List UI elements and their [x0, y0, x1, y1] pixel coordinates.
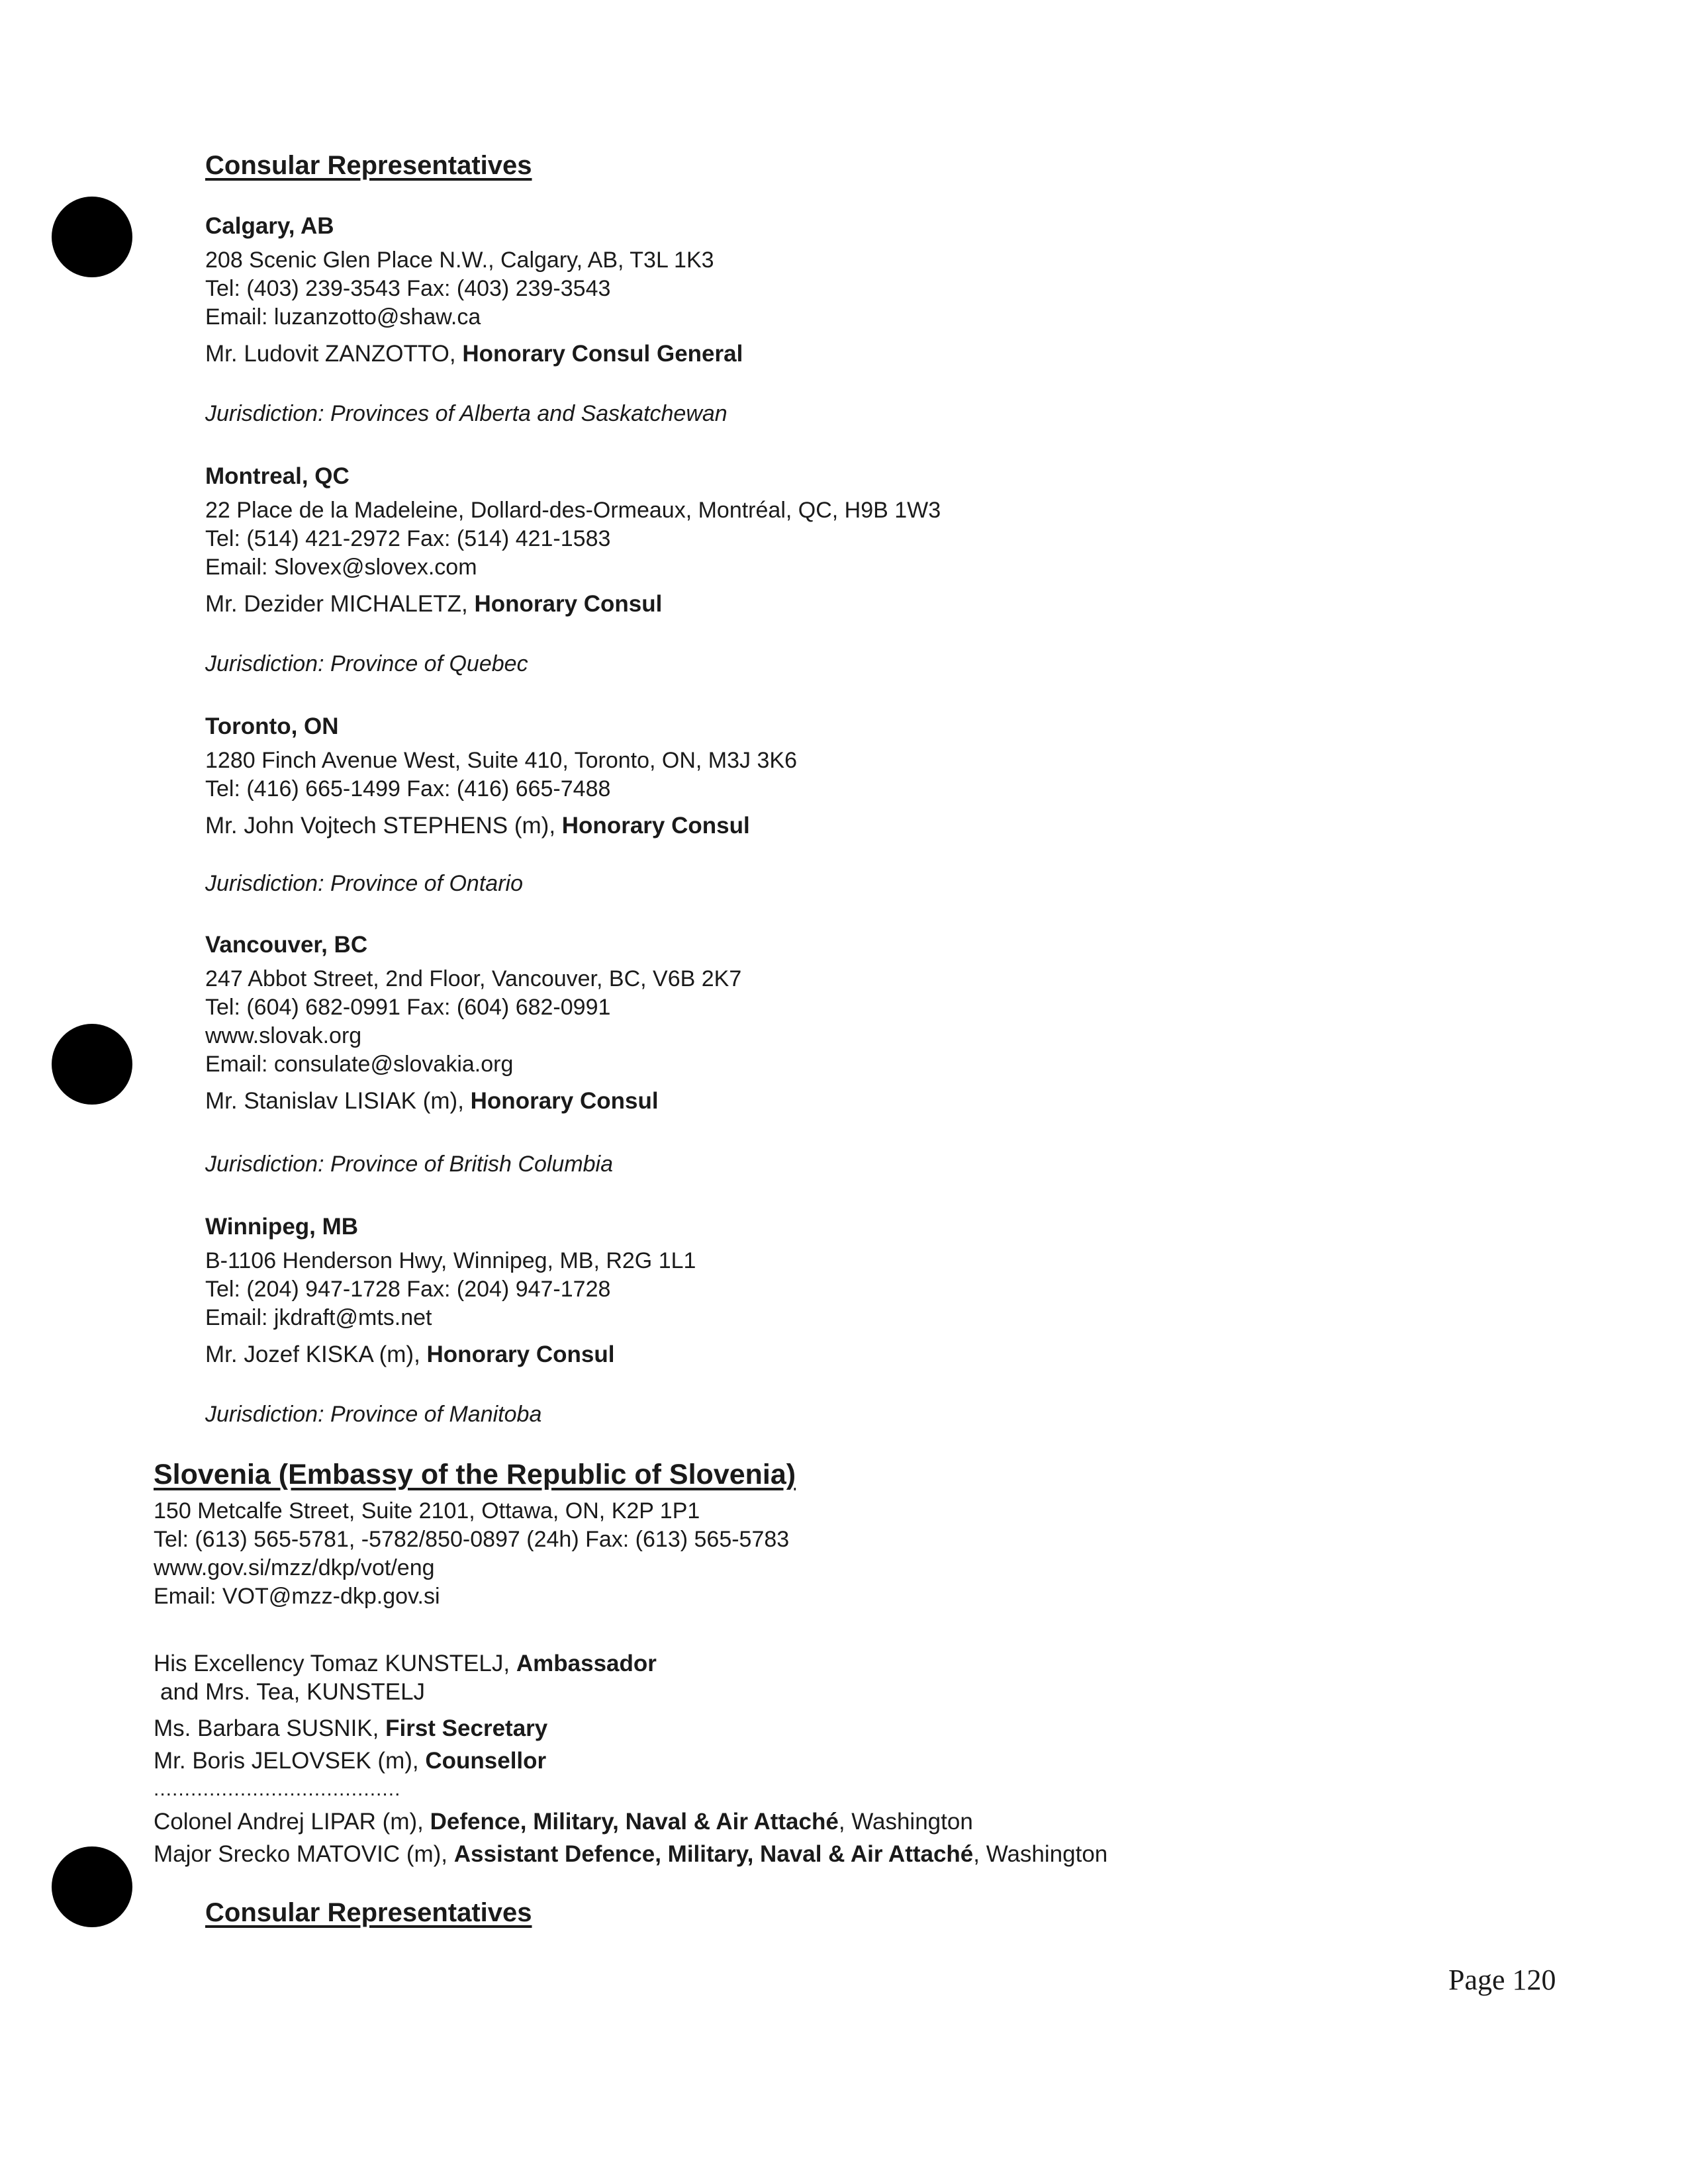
person-name: Mr. Stanislav LISIAK (m),: [205, 1088, 471, 1114]
montreal-jurisdiction: Jurisdiction: Province of Quebec: [205, 651, 528, 676]
person-name: Major Srecko MATOVIC (m),: [154, 1841, 454, 1867]
dotted-separator: ........................................: [154, 1778, 401, 1800]
slovenia-staff: [154, 1649, 1544, 1868]
website-line: www.slovak.org: [205, 1023, 362, 1048]
consul-person: [205, 340, 1529, 368]
address-line: 150 Metcalfe Street, Suite 2101, Ottawa, ON, K2P 1P1: [154, 1498, 700, 1524]
person-name: Mr. Boris JELOVSEK (m),: [154, 1748, 426, 1774]
website-line: www.gov.si/mzz/dkp/vot/eng: [154, 1555, 435, 1580]
calgary-entry: [205, 213, 1529, 368]
attache: [154, 1807, 1544, 1836]
person-name: Ms. Barbara SUSNIK,: [154, 1715, 386, 1741]
spouse: and Mrs. Tea, KUNSTELJ: [160, 1679, 426, 1705]
slovenia-contact: [154, 1497, 1544, 1611]
person-name: Mr. Ludovit ZANZOTTO,: [205, 341, 463, 367]
person-title: Honorary Consul: [561, 813, 750, 839]
address-line: 208 Scenic Glen Place N.W., Calgary, AB, T3L 1K3: [205, 248, 714, 273]
winnipeg-jurisdiction: Jurisdiction: Province of Manitoba: [205, 1402, 542, 1427]
binder-hole-top: [52, 197, 132, 277]
phone-line: Tel: (604) 682-0991 Fax: (604) 682-0991: [205, 995, 611, 1020]
person-title: Honorary Consul General: [462, 341, 743, 367]
phone-line: Tel: (204) 947-1728 Fax: (204) 947-1728: [205, 1277, 611, 1302]
page-number: Page 120: [1448, 1964, 1556, 1996]
person-name: Mr. Dezider MICHALETZ,: [205, 591, 475, 617]
staff-member: [154, 1747, 1544, 1775]
attache-location: , Washington: [838, 1809, 973, 1835]
consul-person: [205, 590, 1529, 618]
address-line: 1280 Finch Avenue West, Suite 410, Toronto, ON, M3J 3K6: [205, 748, 797, 773]
consular-representatives-heading-2: Consular Representatives: [205, 1898, 532, 1927]
person-name: Colonel Andrej LIPAR (m),: [154, 1809, 430, 1835]
person-title: Defence, Military, Naval & Air Attaché: [430, 1809, 839, 1835]
address-line: 247 Abbot Street, 2nd Floor, Vancouver, BC, V6B 2K7: [205, 966, 742, 991]
address-line: B-1106 Henderson Hwy, Winnipeg, MB, R2G 1L1: [205, 1248, 696, 1273]
consul-person: [205, 811, 1529, 840]
vancouver-jurisdiction: Jurisdiction: Province of British Columbia: [205, 1152, 614, 1177]
montreal-entry: [205, 463, 1529, 618]
city-name: Toronto, ON: [205, 713, 339, 739]
person-name: Mr. John Vojtech STEPHENS (m),: [205, 813, 562, 839]
person-name: Mr. Jozef KISKA (m),: [205, 1342, 427, 1367]
email-line: Email: luzanzotto@shaw.ca: [205, 304, 481, 330]
binder-hole-middle: [52, 1024, 132, 1105]
toronto-jurisdiction: Jurisdiction: Province of Ontario: [205, 871, 523, 896]
person-title: Honorary Consul: [474, 591, 663, 617]
email-line: Email: VOT@mzz-dkp.gov.si: [154, 1584, 440, 1609]
person-title: Ambassador: [516, 1651, 657, 1676]
person-title: Counsellor: [425, 1748, 547, 1774]
vancouver-entry: [205, 932, 1529, 1115]
phone-line: Tel: (613) 565-5781, -5782/850-0897 (24h) Fax: (613) 565-5783: [154, 1527, 790, 1552]
attache: [154, 1840, 1544, 1868]
city-name: Vancouver, BC: [205, 932, 368, 958]
phone-line: Tel: (514) 421-2972 Fax: (514) 421-1583: [205, 526, 611, 551]
city-name: Montreal, QC: [205, 463, 350, 489]
city-name: Winnipeg, MB: [205, 1214, 359, 1240]
toronto-entry: [205, 713, 1529, 840]
person-name: His Excellency Tomaz KUNSTELJ,: [154, 1651, 516, 1676]
phone-line: Tel: (403) 239-3543 Fax: (403) 239-3543: [205, 276, 611, 301]
binder-hole-bottom: [52, 1846, 132, 1927]
address-line: 22 Place de la Madeleine, Dollard-des-Ormeaux, Montréal, QC, H9B 1W3: [205, 498, 941, 523]
email-line: Email: jkdraft@mts.net: [205, 1305, 432, 1330]
person-title: Honorary Consul: [426, 1342, 615, 1367]
phone-line: Tel: (416) 665-1499 Fax: (416) 665-7488: [205, 776, 611, 801]
city-name: Calgary, AB: [205, 213, 334, 239]
email-line: Email: Slovex@slovex.com: [205, 555, 477, 580]
calgary-jurisdiction: Jurisdiction: Provinces of Alberta and Saskatchewan: [205, 401, 727, 426]
email-line: Email: consulate@slovakia.org: [205, 1052, 514, 1077]
person-title: Honorary Consul: [470, 1088, 659, 1114]
slovenia-embassy-heading: Slovenia (Embassy of the Republic of Slovenia): [154, 1459, 796, 1490]
person-title: First Secretary: [385, 1715, 548, 1741]
attache-location: , Washington: [973, 1841, 1108, 1867]
ambassador: [154, 1649, 1544, 1678]
staff-member: [154, 1714, 1544, 1743]
consul-person: [205, 1340, 1529, 1369]
consular-representatives-heading: Consular Representatives: [205, 151, 532, 180]
winnipeg-entry: [205, 1214, 1529, 1369]
person-title: Assistant Defence, Military, Naval & Air Attaché: [453, 1841, 974, 1867]
consul-person: [205, 1087, 1529, 1115]
